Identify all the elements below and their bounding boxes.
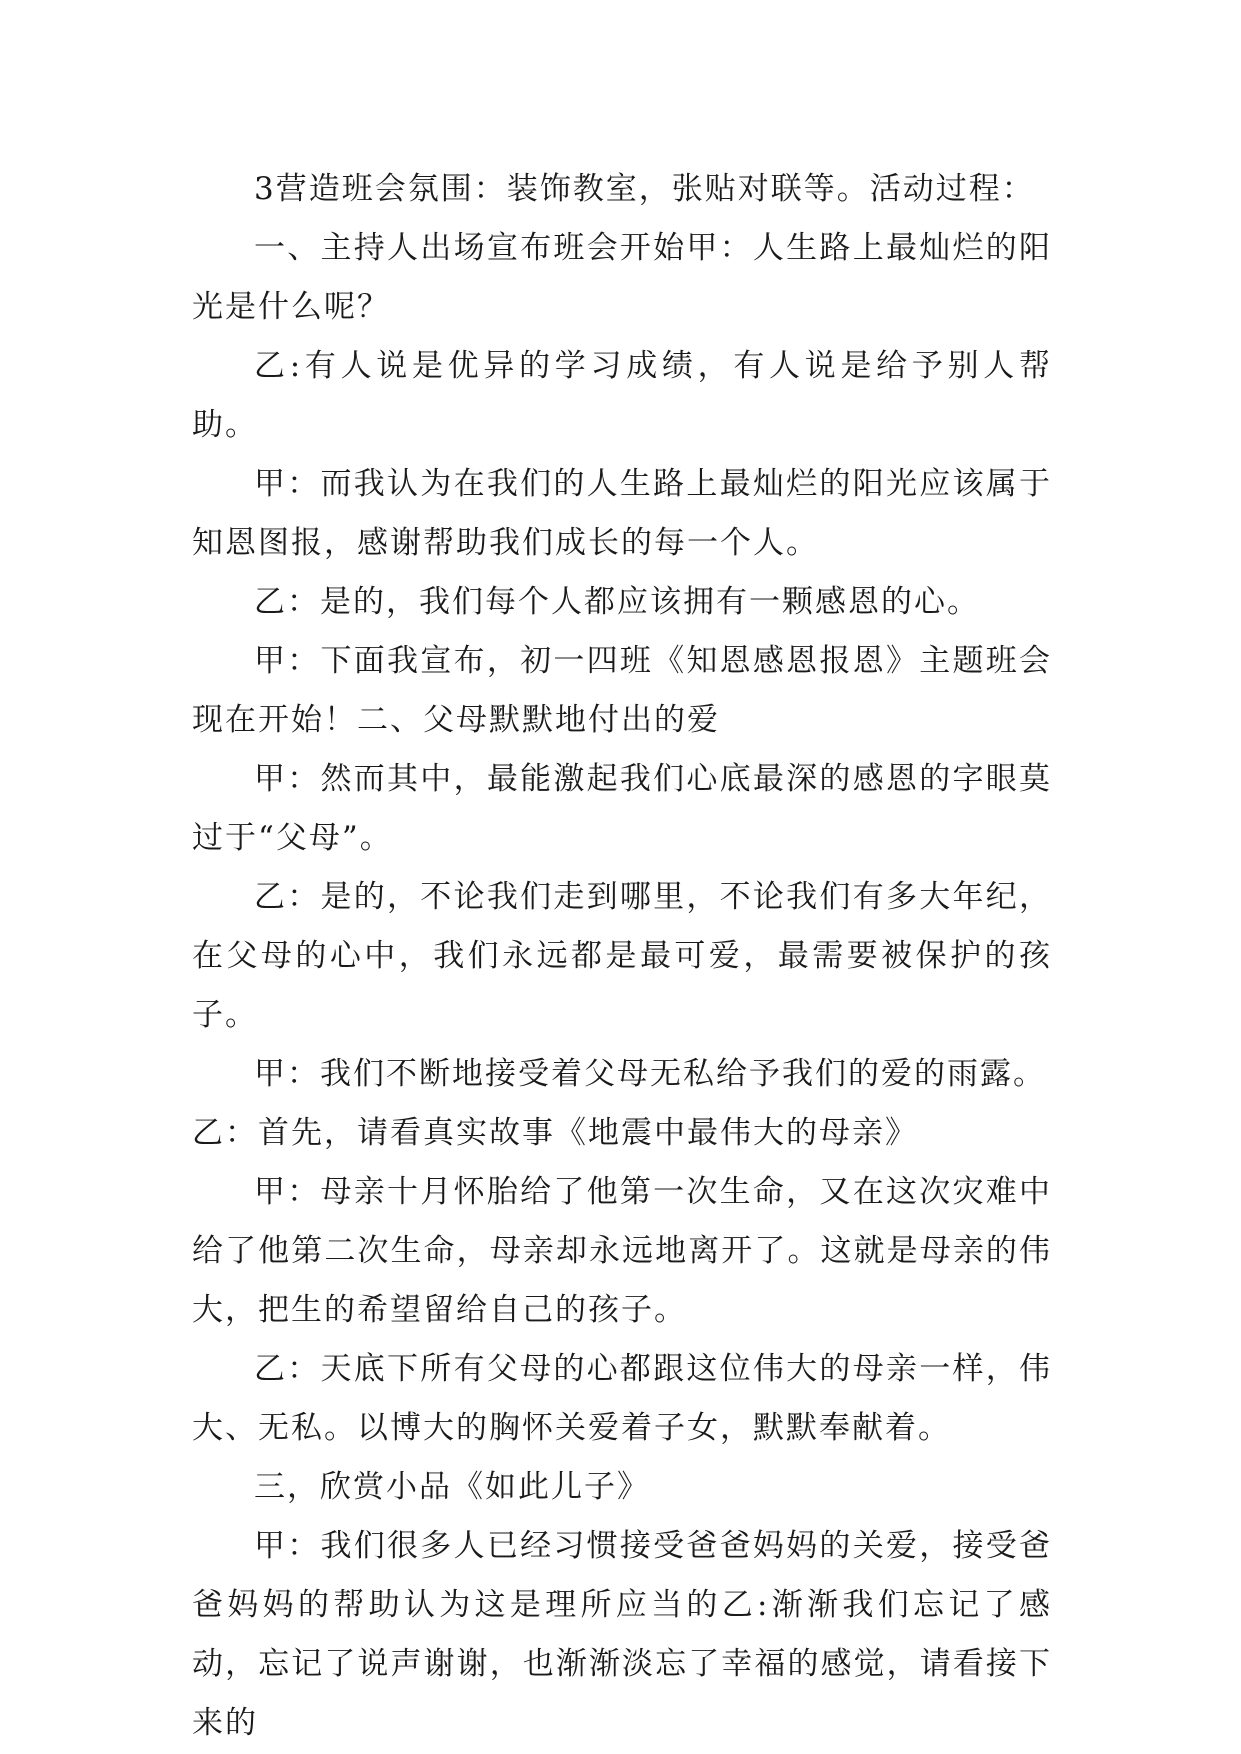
- paragraph-12: 乙：天底下所有父母的心都跟这位伟大的母亲一样，伟大、无私。以博大的胸怀关爱着子女，默默奉献着。: [192, 1351, 1052, 1446]
- paragraph-11: 甲：母亲十月怀胎给了他第一次生命，又在这次灾难中给了他第二次生命，母亲却永远地离开了。这就是母亲的伟大，把生的希望留给自己的孩子。: [192, 1174, 1052, 1328]
- paragraph-14: 甲：我们很多人已经习惯接受爸爸妈妈的关爱，接受爸爸妈妈的帮助认为这是理所应当的乙:渐渐我们忘记了感动，忘记了说声谢谢，也渐渐淡忘了幸福的感觉，请看接下来的: [192, 1528, 1052, 1741]
- paragraph-5: 乙：是的，我们每个人都应该拥有一颗感恩的心。: [254, 584, 980, 620]
- paragraph-10: 乙：首先，请看真实故事《地震中最伟大的母亲》: [192, 1115, 918, 1151]
- paragraph-3: 乙:有人说是优异的学习成绩，有人说是给予别人帮助。: [192, 348, 1052, 443]
- paragraph-2: 一、主持人出场宣布班会开始甲：人生路上最灿烂的阳光是什么呢？: [192, 230, 1052, 325]
- document-body: [192, 160, 1052, 1753]
- paragraph-4: 甲：而我认为在我们的人生路上最灿烂的阳光应该属于知恩图报，感谢帮助我们成长的每一个人。: [192, 466, 1052, 561]
- paragraph-8: 乙：是的，不论我们走到哪里，不论我们有多大年纪，在父母的心中，我们永远都是最可爱，最需要被保护的孩子。: [192, 879, 1052, 1033]
- paragraph-7: 甲：然而其中，最能激起我们心底最深的感恩的字眼莫过于“父母”。: [192, 761, 1052, 856]
- paragraph-6: 甲：下面我宣布，初一四班《知恩感恩报恩》主题班会现在开始！二、父母默默地付出的爱: [192, 643, 1052, 738]
- paragraph-13: 三，欣赏小品《如此儿子》: [254, 1469, 650, 1505]
- paragraph-9: 甲：我们不断地接受着父母无私给予我们的爱的雨露。: [254, 1056, 1046, 1092]
- paragraph-1: 3营造班会氛围：装饰教室，张贴对联等。活动过程：: [254, 171, 1035, 207]
